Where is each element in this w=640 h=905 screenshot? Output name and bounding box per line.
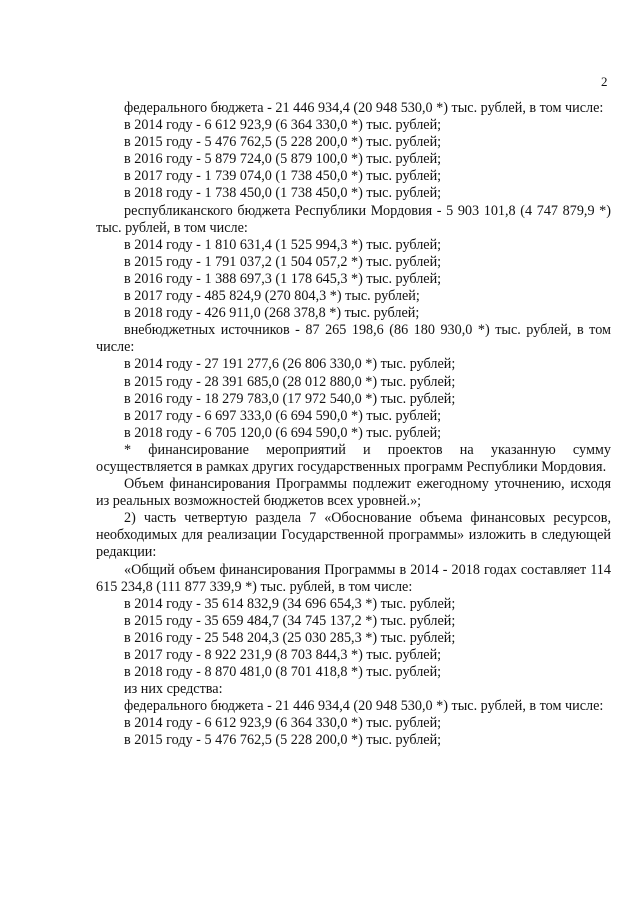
- offbudget-paragraph: внебюджетных источников - 87 265 198,6 (86 180 930,0 *) тыс. рублей, в том числе:: [96, 322, 611, 356]
- list-item: в 2016 году - 18 279 783,0 (17 972 540,0 *) тыс. рублей;: [124, 390, 456, 407]
- list-item: в 2016 году - 25 548 204,3 (25 030 285,3 *) тыс. рублей;: [124, 629, 456, 646]
- document-body: [96, 100, 611, 750]
- republic-budget-paragraph: республиканского бюджета Республики Мордовия - 5 903 101,8 (4 747 879,9 *) тыс. рублей, в том числе:: [96, 202, 611, 236]
- list-item: в 2017 году - 8 922 231,9 (8 703 844,3 *) тыс. рублей;: [124, 647, 442, 663]
- footnote-paragraph: * финансирование мероприятий и проектов на указанную сумму осуществляется в рамках других государственных программ Республики Мордовия.: [96, 441, 611, 475]
- clarification-paragraph: Объем финансирования Программы подлежит ежегодному уточнению, исходя из реальных возможностей бюджетов всех уровней.»;: [96, 476, 611, 510]
- list-item: в 2018 году - 6 705 120,0 (6 694 590,0 *) тыс. рублей;: [124, 424, 442, 441]
- list-item: в 2014 году - 35 614 832,9 (34 696 654,3 *) тыс. рублей;: [124, 595, 456, 612]
- list-item: в 2018 году - 8 870 481,0 (8 701 418,8 *) тыс. рублей;: [124, 664, 442, 681]
- list-item: в 2015 году - 35 659 484,7 (34 745 137,2 *) тыс. рублей;: [124, 612, 456, 629]
- page-number: 2: [601, 74, 608, 89]
- list-item: в 2017 году - 6 697 333,0 (6 694 590,0 *) тыс. рублей;: [124, 407, 442, 424]
- list-item: в 2015 году - 5 476 762,5 (5 228 200,0 *) тыс. рублей;: [124, 732, 442, 749]
- federal-budget-paragraph: федерального бюджета - 21 446 934,4 (20 948 530,0 *) тыс. рублей, в том числе:: [124, 100, 604, 116]
- list-item: в 2016 году - 5 879 724,0 (5 879 100,0 *) тыс. рублей;: [124, 151, 442, 168]
- list-item: в 2015 году - 1 791 037,2 (1 504 057,2 *) тыс. рублей;: [124, 253, 442, 270]
- list-item: в 2016 году - 1 388 697,3 (1 178 645,3 *) тыс. рублей;: [124, 270, 442, 287]
- list-item: в 2018 году - 426 911,0 (268 378,8 *) тыс. рублей;: [124, 305, 420, 322]
- list-item: в 2018 году - 1 738 450,0 (1 738 450,0 *) тыс. рублей;: [124, 185, 442, 202]
- federal-budget-paragraph-2: федерального бюджета - 21 446 934,4 (20 948 530,0 *) тыс. рублей, в том числе:: [124, 698, 604, 715]
- list-item: в 2015 году - 5 476 762,5 (5 228 200,0 *) тыс. рублей;: [124, 134, 442, 151]
- list-item: в 2014 году - 6 612 923,9 (6 364 330,0 *) тыс. рублей;: [124, 117, 442, 134]
- of-which-label: из них средства:: [124, 681, 223, 698]
- list-item: в 2017 году - 485 824,9 (270 804,3 *) тыс. рублей;: [124, 288, 420, 305]
- amendment-intro-paragraph: 2) часть четвертую раздела 7 «Обоснование объема финансовых ресурсов, необходимых для реализации Государственной программы» изложить в следующей редакции:: [96, 510, 611, 561]
- list-item: в 2014 году - 1 810 631,4 (1 525 994,3 *) тыс. рублей;: [124, 236, 442, 253]
- list-item: в 2014 году - 27 191 277,6 (26 806 330,0 *) тыс. рублей;: [124, 356, 456, 373]
- total-financing-paragraph: «Общий объем финансирования Программы в 2014 - 2018 годах составляет 114 615 234,8 (111 877 339,9 *) тыс. рублей, в том числе:: [96, 561, 611, 595]
- list-item: в 2015 году - 28 391 685,0 (28 012 880,0 *) тыс. рублей;: [124, 373, 456, 390]
- list-item: в 2014 году - 6 612 923,9 (6 364 330,0 *) тыс. рублей;: [124, 715, 442, 732]
- list-item: в 2017 году - 1 739 074,0 (1 738 450,0 *) тыс. рублей;: [124, 168, 442, 185]
